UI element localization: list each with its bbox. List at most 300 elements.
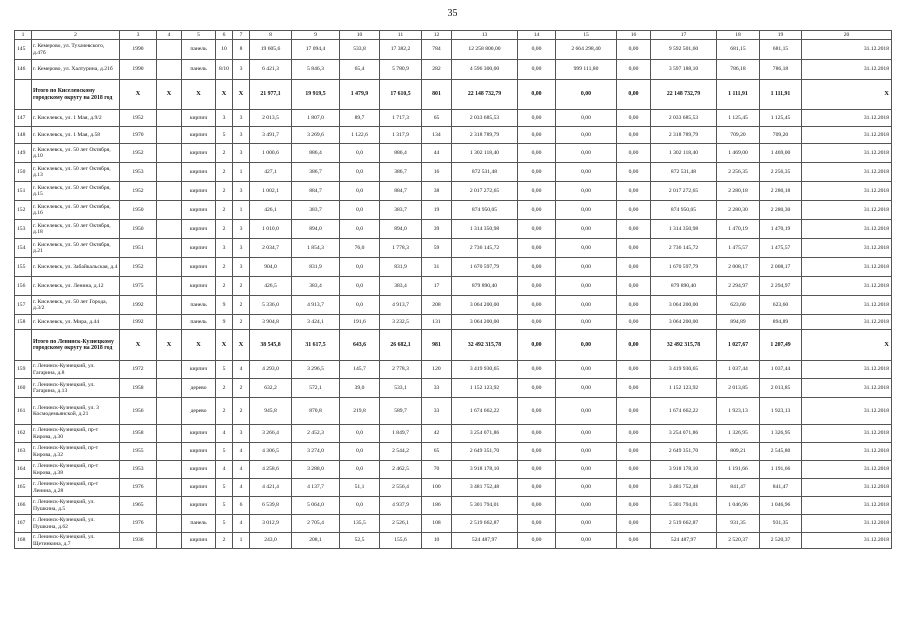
cell-col-14: 0,00 bbox=[518, 515, 556, 533]
column-number-9: 9 bbox=[292, 31, 340, 40]
cell-col-14: 0,00 bbox=[518, 379, 556, 398]
cell-col-19: 1 470,19 bbox=[760, 220, 802, 239]
table-row bbox=[15, 461, 892, 479]
cell-col-11: 2 778,3 bbox=[380, 361, 422, 379]
cell-col-18: 1 326,95 bbox=[717, 425, 760, 443]
cell-col-9: 3 274,0 bbox=[292, 443, 340, 461]
cell-col-20: 31.12.2018 bbox=[802, 163, 892, 182]
cell-col-20: 31.12.2018 bbox=[802, 258, 892, 277]
cell-col-18: 894,89 bbox=[717, 315, 760, 330]
cell-col-8: 632,2 bbox=[250, 379, 292, 398]
cell-col-10: 89,7 bbox=[340, 110, 380, 127]
cell-col-17: 1 314 350,98 bbox=[651, 220, 717, 239]
cell-col-19: 1 469,00 bbox=[760, 144, 802, 163]
cell-col-7: 4 bbox=[233, 361, 250, 379]
cell-col-20: 31.12.2018 bbox=[802, 220, 892, 239]
cell-col-12: 282 bbox=[422, 60, 452, 80]
cell-col-1: 146 bbox=[15, 60, 32, 80]
cell-col-4 bbox=[157, 315, 182, 330]
cell-col-19: 2 280,18 bbox=[760, 182, 802, 201]
column-number-6: 6 bbox=[216, 31, 233, 40]
cell-col-6: 4 bbox=[216, 425, 233, 443]
cell-col-15: 0,00 bbox=[556, 220, 617, 239]
cell-col-10: 76,0 bbox=[340, 239, 380, 258]
cell-col-19: 1 475,57 bbox=[760, 239, 802, 258]
cell-col-1: 167 bbox=[15, 515, 32, 533]
cell-col-12: 208 bbox=[422, 296, 452, 315]
cell-col-13: 1 670 597,79 bbox=[452, 258, 518, 277]
column-number-5: 5 bbox=[182, 31, 216, 40]
cell-col-16: 0,00 bbox=[617, 40, 651, 60]
cell-col-4 bbox=[157, 379, 182, 398]
cell-col-11: 4 913,7 bbox=[380, 296, 422, 315]
cell-col-1: 159 bbox=[15, 361, 32, 379]
cell-col-16: 0,00 bbox=[617, 515, 651, 533]
cell-col-11: 4 937,9 bbox=[380, 497, 422, 515]
cell-col-11: 894,0 bbox=[380, 220, 422, 239]
cell-col-13: 524 487,97 bbox=[452, 533, 518, 549]
cell-col-9: 1 807,0 bbox=[292, 110, 340, 127]
cell-col-4 bbox=[157, 515, 182, 533]
table-row bbox=[15, 182, 892, 201]
cell-col-18: 1 027,67 bbox=[717, 330, 760, 361]
cell-col-3: 1950 bbox=[120, 201, 157, 220]
cell-col-7: 4 bbox=[233, 479, 250, 497]
address-cell: г. Киселевск, ул. 50 лет Октября, д.16 bbox=[32, 201, 120, 220]
cell-col-7: 3 bbox=[233, 127, 250, 144]
cell-col-4 bbox=[157, 361, 182, 379]
cell-col-17: 1 152 123,92 bbox=[651, 379, 717, 398]
cell-col-20: 31.12.2018 bbox=[802, 425, 892, 443]
cell-col-6: 4 bbox=[216, 461, 233, 479]
cell-col-19: 1 125,45 bbox=[760, 110, 802, 127]
cell-col-18: 1 475,57 bbox=[717, 239, 760, 258]
cell-col-10: 52,5 bbox=[340, 533, 380, 549]
cell-col-10: 1 122,6 bbox=[340, 127, 380, 144]
cell-col-10: 0,0 bbox=[340, 461, 380, 479]
cell-col-17: 3 419 930,65 bbox=[651, 361, 717, 379]
cell-col-20: 31.12.2018 bbox=[802, 361, 892, 379]
cell-col-4 bbox=[157, 461, 182, 479]
cell-col-7: 3 bbox=[233, 60, 250, 80]
address-cell: г. Ленинск-Кузнецкий, ул. Гагарина, д.8 bbox=[32, 361, 120, 379]
cell-col-5: панель bbox=[182, 40, 216, 60]
cell-col-8: 3 904,8 bbox=[250, 315, 292, 330]
table-row bbox=[15, 163, 892, 182]
cell-col-17: 2 649 351,70 bbox=[651, 443, 717, 461]
cell-col-9: 3 296,5 bbox=[292, 361, 340, 379]
cell-col-16: 0,00 bbox=[617, 220, 651, 239]
cell-col-3: 1955 bbox=[120, 443, 157, 461]
table-row bbox=[15, 497, 892, 515]
cell-col-3: 1953 bbox=[120, 461, 157, 479]
table-row bbox=[15, 127, 892, 144]
cell-col-10: 0,0 bbox=[340, 296, 380, 315]
cell-col-14: 0,00 bbox=[518, 296, 556, 315]
cell-col-16: 0,00 bbox=[617, 443, 651, 461]
cell-col-3: 1975 bbox=[120, 277, 157, 296]
cell-col-20: 31.12.2018 bbox=[802, 379, 892, 398]
cell-col-4 bbox=[157, 258, 182, 277]
cell-col-17: 9 592 501,60 bbox=[651, 40, 717, 60]
column-number-15: 15 bbox=[556, 31, 617, 40]
column-number-19: 19 bbox=[760, 31, 802, 40]
cell-col-14: 0,00 bbox=[518, 144, 556, 163]
cell-col-3: 1953 bbox=[120, 163, 157, 182]
cell-col-11: 17 610,5 bbox=[380, 80, 422, 110]
cell-col-7: 2 bbox=[233, 315, 250, 330]
cell-col-4 bbox=[157, 182, 182, 201]
cell-col-3: 1958 bbox=[120, 379, 157, 398]
cell-col-13: 3 918 178,10 bbox=[452, 461, 518, 479]
cell-col-16: 0,00 bbox=[617, 315, 651, 330]
cell-col-9: 884,7 bbox=[292, 182, 340, 201]
cell-col-14: 0,00 bbox=[518, 277, 556, 296]
table-row bbox=[15, 110, 892, 127]
cell-col-16: 0,00 bbox=[617, 398, 651, 425]
cell-col-19: 2 280,30 bbox=[760, 201, 802, 220]
cell-col-8: 1 002,1 bbox=[250, 182, 292, 201]
cell-col-11: 5 780,9 bbox=[380, 60, 422, 80]
cell-col-10: 219,8 bbox=[340, 398, 380, 425]
cell-col-14: 0,00 bbox=[518, 239, 556, 258]
cell-col-14: 0,00 bbox=[518, 398, 556, 425]
cell-col-10: 39,0 bbox=[340, 379, 380, 398]
cell-col-9: 572,1 bbox=[292, 379, 340, 398]
cell-col-12: 134 bbox=[422, 127, 452, 144]
total-row bbox=[15, 330, 892, 361]
cell-col-17: 1 302 118,40 bbox=[651, 144, 717, 163]
cell-col-17: 3 064 200,00 bbox=[651, 296, 717, 315]
column-number-12: 12 bbox=[422, 31, 452, 40]
cell-col-11: 383,4 bbox=[380, 277, 422, 296]
cell-col-12: 42 bbox=[422, 425, 452, 443]
cell-col-10: 1 479,9 bbox=[340, 80, 380, 110]
cell-col-12: 10 bbox=[422, 533, 452, 549]
cell-col-10: 0,0 bbox=[340, 258, 380, 277]
cell-col-16: 0,00 bbox=[617, 361, 651, 379]
cell-col-3: 1951 bbox=[120, 239, 157, 258]
cell-col-15: 0,00 bbox=[556, 201, 617, 220]
table-row bbox=[15, 144, 892, 163]
table-row bbox=[15, 425, 892, 443]
cell-col-11: 1 849,7 bbox=[380, 425, 422, 443]
cell-col-18: 681,15 bbox=[717, 40, 760, 60]
cell-col-16: 0,00 bbox=[617, 425, 651, 443]
cell-col-12: 17 bbox=[422, 277, 452, 296]
cell-col-20: 31.12.2018 bbox=[802, 443, 892, 461]
cell-col-15: 0,00 bbox=[556, 425, 617, 443]
housing-repair-table bbox=[14, 30, 892, 549]
cell-col-13: 22 148 732,79 bbox=[452, 80, 518, 110]
cell-col-6: 10 bbox=[216, 40, 233, 60]
cell-col-20: 31.12.2018 bbox=[802, 127, 892, 144]
cell-col-4 bbox=[157, 201, 182, 220]
cell-col-7: 3 bbox=[233, 239, 250, 258]
cell-col-6: 5 bbox=[216, 443, 233, 461]
cell-col-1: 147 bbox=[15, 110, 32, 127]
column-number-3: 3 bbox=[120, 31, 157, 40]
cell-col-17: 879 890,40 bbox=[651, 277, 717, 296]
cell-col-12: 33 bbox=[422, 398, 452, 425]
cell-col-6: 2 bbox=[216, 201, 233, 220]
column-number-8: 8 bbox=[250, 31, 292, 40]
cell-col-20: 31.12.2018 bbox=[802, 515, 892, 533]
cell-col-19: 681,15 bbox=[760, 40, 802, 60]
cell-col-17: 874 950,05 bbox=[651, 201, 717, 220]
cell-col-3: 1936 bbox=[120, 533, 157, 549]
address-cell: г. Ленинск-Кузнецкий, ул. Гагарина, д.13 bbox=[32, 379, 120, 398]
cell-col-14: 0,00 bbox=[518, 315, 556, 330]
cell-col-18: 1 191,66 bbox=[717, 461, 760, 479]
cell-col-19: 709,20 bbox=[760, 127, 802, 144]
cell-col-11: 2 462,5 bbox=[380, 461, 422, 479]
cell-col-11: 2 526,1 bbox=[380, 515, 422, 533]
cell-col-17: 1 670 597,79 bbox=[651, 258, 717, 277]
cell-col-19: 786,18 bbox=[760, 60, 802, 80]
address-cell: г. Киселевск, ул. Забайкальская, д.4 bbox=[32, 258, 120, 277]
cell-col-4 bbox=[157, 443, 182, 461]
cell-col-20: 31.12.2018 bbox=[802, 315, 892, 330]
cell-col-19: 2 520,37 bbox=[760, 533, 802, 549]
address-cell: г. Ленинск-Кузнецкий, ул. 3 Космодемьянской, д.21 bbox=[32, 398, 120, 425]
address-cell: г. Киселевск, ул. 50 лет Октября, д.13 bbox=[32, 163, 120, 182]
cell-col-6: X bbox=[216, 330, 233, 361]
cell-col-1: 148 bbox=[15, 127, 32, 144]
cell-col-10: 533,8 bbox=[340, 40, 380, 60]
cell-col-1: 163 bbox=[15, 443, 32, 461]
cell-col-15: 0,00 bbox=[556, 258, 617, 277]
cell-col-9: 5 846,3 bbox=[292, 60, 340, 80]
cell-col-15: 0,00 bbox=[556, 515, 617, 533]
column-number-17: 17 bbox=[651, 31, 717, 40]
cell-col-15: 0,00 bbox=[556, 296, 617, 315]
address-cell: г. Ленинск-Кузнецкий, пр-т Кирова, д.38 bbox=[32, 461, 120, 479]
cell-col-10: 0,0 bbox=[340, 443, 380, 461]
cell-col-18: 2 280,30 bbox=[717, 201, 760, 220]
cell-col-17: 22 148 732,79 bbox=[651, 80, 717, 110]
cell-col-18: 931,35 bbox=[717, 515, 760, 533]
cell-col-11: 383,7 bbox=[380, 201, 422, 220]
cell-col-1: 161 bbox=[15, 398, 32, 425]
cell-col-5: кирпич bbox=[182, 461, 216, 479]
table-row bbox=[15, 220, 892, 239]
cell-col-13: 3 254 071,86 bbox=[452, 425, 518, 443]
cell-col-11: 26 682,1 bbox=[380, 330, 422, 361]
column-number-7: 7 bbox=[233, 31, 250, 40]
cell-col-13: 872 531,48 bbox=[452, 163, 518, 182]
cell-col-7: 3 bbox=[233, 182, 250, 201]
column-number-4: 4 bbox=[157, 31, 182, 40]
cell-col-3: 1952 bbox=[120, 110, 157, 127]
cell-col-14: 0,00 bbox=[518, 182, 556, 201]
cell-col-17: 1 674 662,22 bbox=[651, 398, 717, 425]
cell-col-19: 2 013,85 bbox=[760, 379, 802, 398]
cell-col-18: 2 280,18 bbox=[717, 182, 760, 201]
cell-col-18: 709,20 bbox=[717, 127, 760, 144]
cell-col-1: 149 bbox=[15, 144, 32, 163]
cell-col-18: 623,60 bbox=[717, 296, 760, 315]
cell-col-16: 0,00 bbox=[617, 258, 651, 277]
cell-col-19: 2 256,35 bbox=[760, 163, 802, 182]
cell-col-19: 623,60 bbox=[760, 296, 802, 315]
cell-col-10: 0,0 bbox=[340, 277, 380, 296]
cell-col-17: 2 736 145,72 bbox=[651, 239, 717, 258]
cell-col-5: панель bbox=[182, 515, 216, 533]
address-cell: г. Киселевск, ул. Ленина, д.12 bbox=[32, 277, 120, 296]
cell-col-17: 3 481 752,48 bbox=[651, 479, 717, 497]
cell-col-15: 0,00 bbox=[556, 443, 617, 461]
cell-col-5: кирпич bbox=[182, 497, 216, 515]
cell-col-9: 886,4 bbox=[292, 144, 340, 163]
cell-col-11: 1 778,3 bbox=[380, 239, 422, 258]
cell-col-15: 0,00 bbox=[556, 144, 617, 163]
cell-col-3: 1950 bbox=[120, 220, 157, 239]
address-cell: г. Киселевск, ул. 50 лет Октября, д.10 bbox=[32, 144, 120, 163]
cell-col-4 bbox=[157, 296, 182, 315]
cell-col-10: 65,4 bbox=[340, 60, 380, 80]
table-row bbox=[15, 239, 892, 258]
cell-col-1: 152 bbox=[15, 201, 32, 220]
cell-col-18: 1 046,96 bbox=[717, 497, 760, 515]
cell-col-5: кирпич bbox=[182, 163, 216, 182]
cell-col-4 bbox=[157, 144, 182, 163]
column-number-20: 20 bbox=[802, 31, 892, 40]
cell-col-4 bbox=[157, 239, 182, 258]
cell-col-10: 135,5 bbox=[340, 515, 380, 533]
cell-col-11: 886,4 bbox=[380, 144, 422, 163]
cell-col-3: X bbox=[120, 80, 157, 110]
cell-col-7: 1 bbox=[233, 163, 250, 182]
cell-col-14: 0,00 bbox=[518, 461, 556, 479]
cell-col-12: 70 bbox=[422, 461, 452, 479]
cell-col-18: 1 470,19 bbox=[717, 220, 760, 239]
cell-col-5: кирпич bbox=[182, 182, 216, 201]
cell-col-8: 5 336,0 bbox=[250, 296, 292, 315]
cell-col-15: 0,00 bbox=[556, 127, 617, 144]
cell-col-14: 0,00 bbox=[518, 330, 556, 361]
cell-col-12: 44 bbox=[422, 144, 452, 163]
cell-col-8: 426,1 bbox=[250, 201, 292, 220]
cell-col-3: 1956 bbox=[120, 398, 157, 425]
cell-col-13: 3 419 930,65 bbox=[452, 361, 518, 379]
cell-col-15: 2 664 298,40 bbox=[556, 40, 617, 60]
address-cell: г. Ленинск-Кузнецкий, ул. Пушкина, д.5 bbox=[32, 497, 120, 515]
cell-col-18: 1 037,44 bbox=[717, 361, 760, 379]
cell-col-16: 0,00 bbox=[617, 533, 651, 549]
cell-col-20: 31.12.2018 bbox=[802, 533, 892, 549]
cell-col-9: 2 705,4 bbox=[292, 515, 340, 533]
cell-col-7: 8 bbox=[233, 40, 250, 60]
cell-col-15: 0,00 bbox=[556, 361, 617, 379]
cell-col-20: 31.12.2018 bbox=[802, 110, 892, 127]
table-row bbox=[15, 533, 892, 549]
cell-col-18: 1 469,00 bbox=[717, 144, 760, 163]
cell-col-14: 0,00 bbox=[518, 110, 556, 127]
cell-col-12: 65 bbox=[422, 110, 452, 127]
cell-col-7: 4 bbox=[233, 515, 250, 533]
cell-col-13: 1 152 123,92 bbox=[452, 379, 518, 398]
page-number: 35 bbox=[447, 8, 458, 19]
cell-col-6: 2 bbox=[216, 144, 233, 163]
cell-col-6: 9 bbox=[216, 315, 233, 330]
cell-col-4 bbox=[157, 60, 182, 80]
cell-col-17: 2 017 272,65 bbox=[651, 182, 717, 201]
cell-col-5: кирпич bbox=[182, 220, 216, 239]
cell-col-9: 386,7 bbox=[292, 163, 340, 182]
cell-col-14: 0,00 bbox=[518, 361, 556, 379]
cell-col-1 bbox=[15, 330, 32, 361]
column-number-1: 1 bbox=[15, 31, 32, 40]
cell-col-5: X bbox=[182, 330, 216, 361]
cell-col-19: 1 207,49 bbox=[760, 330, 802, 361]
cell-col-3: 1992 bbox=[120, 315, 157, 330]
cell-col-8: 2 034,7 bbox=[250, 239, 292, 258]
table-row bbox=[15, 296, 892, 315]
cell-col-16: 0,00 bbox=[617, 277, 651, 296]
cell-col-18: 1 923,13 bbox=[717, 398, 760, 425]
cell-col-5: кирпич bbox=[182, 144, 216, 163]
cell-col-13: 32 492 315,78 bbox=[452, 330, 518, 361]
table-body bbox=[15, 31, 892, 549]
address-cell: г. Ленинск-Кузнецкий, ул. Пушкина, д.62 bbox=[32, 515, 120, 533]
address-cell: г. Ленинск-Кузнецкий, пр-т Ленина, д.28 bbox=[32, 479, 120, 497]
cell-col-4 bbox=[157, 497, 182, 515]
cell-col-13: 3 064 200,00 bbox=[452, 315, 518, 330]
cell-col-12: 131 bbox=[422, 315, 452, 330]
cell-col-10: 643,6 bbox=[340, 330, 380, 361]
cell-col-19: 2 545,80 bbox=[760, 443, 802, 461]
cell-col-4 bbox=[157, 40, 182, 60]
cell-col-16: 0,00 bbox=[617, 201, 651, 220]
cell-col-11: 2 544,2 bbox=[380, 443, 422, 461]
cell-col-16: 0,00 bbox=[617, 182, 651, 201]
cell-col-15: 0,00 bbox=[556, 277, 617, 296]
cell-col-20: 31.12.2018 bbox=[802, 296, 892, 315]
address-cell: г. Кемерово, ул. Халтурина, д.21б bbox=[32, 60, 120, 80]
cell-col-8: 426,5 bbox=[250, 277, 292, 296]
cell-col-6: 5 bbox=[216, 361, 233, 379]
cell-col-3: 1990 bbox=[120, 60, 157, 80]
cell-col-20: X bbox=[802, 80, 892, 110]
cell-col-18: 841,47 bbox=[717, 479, 760, 497]
cell-col-15: 0,00 bbox=[556, 497, 617, 515]
cell-col-14: 0,00 bbox=[518, 443, 556, 461]
column-number-row bbox=[15, 31, 892, 40]
cell-col-7: 1 bbox=[233, 201, 250, 220]
column-number-10: 10 bbox=[340, 31, 380, 40]
cell-col-1: 154 bbox=[15, 239, 32, 258]
cell-col-11: 884,7 bbox=[380, 182, 422, 201]
cell-col-19: 1 191,66 bbox=[760, 461, 802, 479]
cell-col-13: 3 481 752,48 bbox=[452, 479, 518, 497]
cell-col-12: 65 bbox=[422, 443, 452, 461]
cell-col-20: 31.12.2018 bbox=[802, 201, 892, 220]
table-row bbox=[15, 515, 892, 533]
cell-col-6: 2 bbox=[216, 277, 233, 296]
cell-col-5: панель bbox=[182, 296, 216, 315]
cell-col-4 bbox=[157, 110, 182, 127]
cell-col-15: 0,00 bbox=[556, 461, 617, 479]
cell-col-12: 19 bbox=[422, 201, 452, 220]
address-cell: г. Кемерово, ул. Тухачевского, д.47б bbox=[32, 40, 120, 60]
cell-col-13: 12 258 800,00 bbox=[452, 40, 518, 60]
cell-col-8: 1 000,6 bbox=[250, 144, 292, 163]
address-cell: г. Киселевск, ул. Мира, д.44 bbox=[32, 315, 120, 330]
cell-col-17: 2 318 789,79 bbox=[651, 127, 717, 144]
cell-col-4 bbox=[157, 479, 182, 497]
cell-col-1: 157 bbox=[15, 296, 32, 315]
